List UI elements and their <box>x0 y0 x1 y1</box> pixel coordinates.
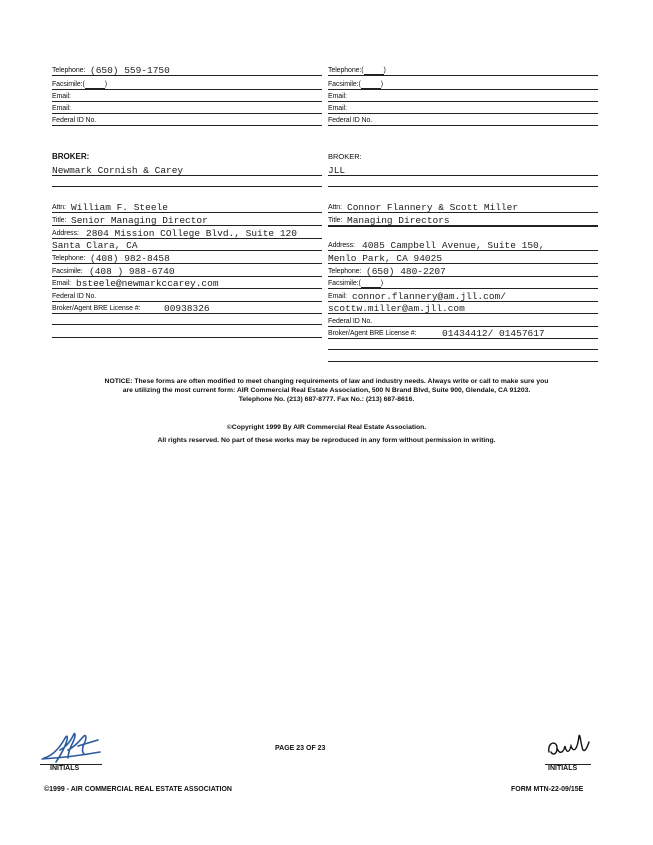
left-email2-row <box>52 102 322 114</box>
title-value: Senior Managing Director <box>71 215 208 226</box>
copyright-line: All rights reserved. No part of these works may be reproduced in any form without permission in writing. <box>157 437 496 444</box>
facsimile-label: Facsimile:( ) <box>328 81 383 88</box>
attn-label: Attn: <box>52 204 66 211</box>
address-line2: Santa Clara, CA <box>52 240 138 251</box>
right-telephone-row <box>328 64 598 76</box>
notice-block <box>40 377 613 404</box>
right-bre-row <box>328 327 598 339</box>
telephone-label: Telephone:( ) <box>328 67 386 74</box>
left-title-row <box>52 214 322 226</box>
address-line1: 2804 Mission COllege Blvd., Suite 120 <box>86 228 297 239</box>
initials-left-signature <box>38 728 104 766</box>
email-label: Email: <box>328 105 347 112</box>
federal-id-label: Federal ID No. <box>328 318 373 325</box>
left-address2-row <box>52 239 322 251</box>
federal-id-label: Federal ID No. <box>328 117 373 124</box>
bre-value: 00938326 <box>164 303 210 314</box>
bre-label: Broker/Agent BRE License #: <box>328 330 417 337</box>
title-value: Managing Directors <box>347 215 450 226</box>
right-email3-row <box>328 290 598 302</box>
right-facsimile2-row <box>328 277 598 289</box>
page-number: PAGE 23 OF 23 <box>275 745 326 752</box>
bre-label: Broker/Agent BRE License #: <box>52 305 141 312</box>
initials-label: INITIALS <box>548 765 578 772</box>
email-label: Email: <box>52 105 71 112</box>
association-footer: ©1999 - AIR COMMERCIAL REAL ESTATE ASSOCIATION <box>44 786 232 793</box>
telephone-label: Telephone: <box>52 67 86 74</box>
federal-id-label: Federal ID No. <box>52 117 97 124</box>
divider <box>52 324 322 325</box>
left-facsimile-row <box>52 78 322 90</box>
right-email3b-row <box>328 302 598 314</box>
facsimile-label: Facsimile:( ) <box>52 81 107 88</box>
left-email-row <box>52 90 322 102</box>
form-number: FORM MTN-22-09/15E <box>511 786 584 793</box>
right-address-row <box>328 239 598 251</box>
divider <box>328 349 598 350</box>
address-line1: 4085 Campbell Avenue, Suite 150, <box>362 240 545 251</box>
left-telephone-row <box>52 64 322 76</box>
right-title-row <box>328 214 598 226</box>
address-line2: Menlo Park, CA 94025 <box>328 253 443 264</box>
left-broker-name-row <box>52 164 322 176</box>
left-federal-id-row <box>52 114 322 126</box>
telephone-label: Telephone: <box>328 268 362 275</box>
right-federal-id2-row <box>328 315 598 327</box>
right-telephone2-row <box>328 265 598 277</box>
email-value: bsteele@newmarkccarey.com <box>76 278 219 289</box>
email-label: Email: <box>52 93 71 100</box>
right-email2-row <box>328 102 598 114</box>
telephone-value: (650) 559-1750 <box>90 65 170 76</box>
notice-line: are utilizing the most current form: AIR Commercial Real Estate Association, 500 N Brand Blvd, Suite 900, Glendale, CA 91203. <box>122 387 531 394</box>
telephone-value: (650) 480-2207 <box>366 266 446 277</box>
divider <box>328 226 598 227</box>
left-email3-row <box>52 277 322 289</box>
copyright-block <box>40 421 613 447</box>
facsimile-value: (408 ) 988-6740 <box>89 266 175 277</box>
facsimile-label: Facsimile: <box>52 268 83 275</box>
broker-name: JLL <box>328 165 346 176</box>
right-federal-id-row <box>328 114 598 126</box>
broker-heading: BROKER: <box>328 152 362 161</box>
notice-line: Telephone No. (213) 687-8777. Fax No.: (213) 687-8616. <box>238 396 415 403</box>
right-attn-row <box>328 201 598 213</box>
attn-value: Connor Flannery & Scott Miller <box>347 202 519 213</box>
left-address-row <box>52 227 322 239</box>
title-label: Title: <box>328 217 343 224</box>
initials-label: INITIALS <box>50 765 80 772</box>
broker-name: Newmark Cornish & Carey <box>52 165 184 176</box>
title-label: Title: <box>52 217 67 224</box>
email-value: connor.flannery@am.jll.com/ <box>352 291 506 302</box>
divider <box>328 361 598 362</box>
right-address2-row <box>328 252 598 264</box>
divider <box>52 337 322 338</box>
left-federal-id2-row <box>52 290 322 302</box>
address-label: Address: <box>328 242 355 249</box>
facsimile-label: Facsimile:( ) <box>328 280 383 287</box>
left-bre-row <box>52 302 322 314</box>
right-facsimile-row <box>328 78 598 90</box>
bre-value: 01434412/ 01457617 <box>442 328 545 339</box>
attn-value: William F. Steele <box>71 202 168 213</box>
left-facsimile2-row <box>52 265 322 277</box>
right-email-row <box>328 90 598 102</box>
copyright-line: ©Copyright 1999 By AIR Commercial Real Estate Association. <box>226 424 427 431</box>
broker-heading: BROKER: <box>52 152 90 161</box>
email-label: Email: <box>328 293 347 300</box>
divider <box>328 186 598 187</box>
left-attn-row <box>52 201 322 213</box>
right-broker-name-row <box>328 164 598 176</box>
address-label: Address: <box>52 230 79 237</box>
federal-id-label: Federal ID No. <box>52 293 97 300</box>
email-label: Email: <box>328 93 347 100</box>
notice-line: NOTICE: These forms are often modified to meet changing requirements of law and industry needs. Always write or call to make sure you <box>104 378 549 385</box>
email-value: scottw.miller@am.jll.com <box>328 303 465 314</box>
initials-right-signature <box>545 728 593 764</box>
telephone-label: Telephone: <box>52 255 86 262</box>
telephone-value: (408) 982-8458 <box>90 253 170 264</box>
divider <box>52 186 322 187</box>
email-label: Email: <box>52 280 71 287</box>
attn-label: Attn: <box>328 204 342 211</box>
left-telephone2-row <box>52 252 322 264</box>
